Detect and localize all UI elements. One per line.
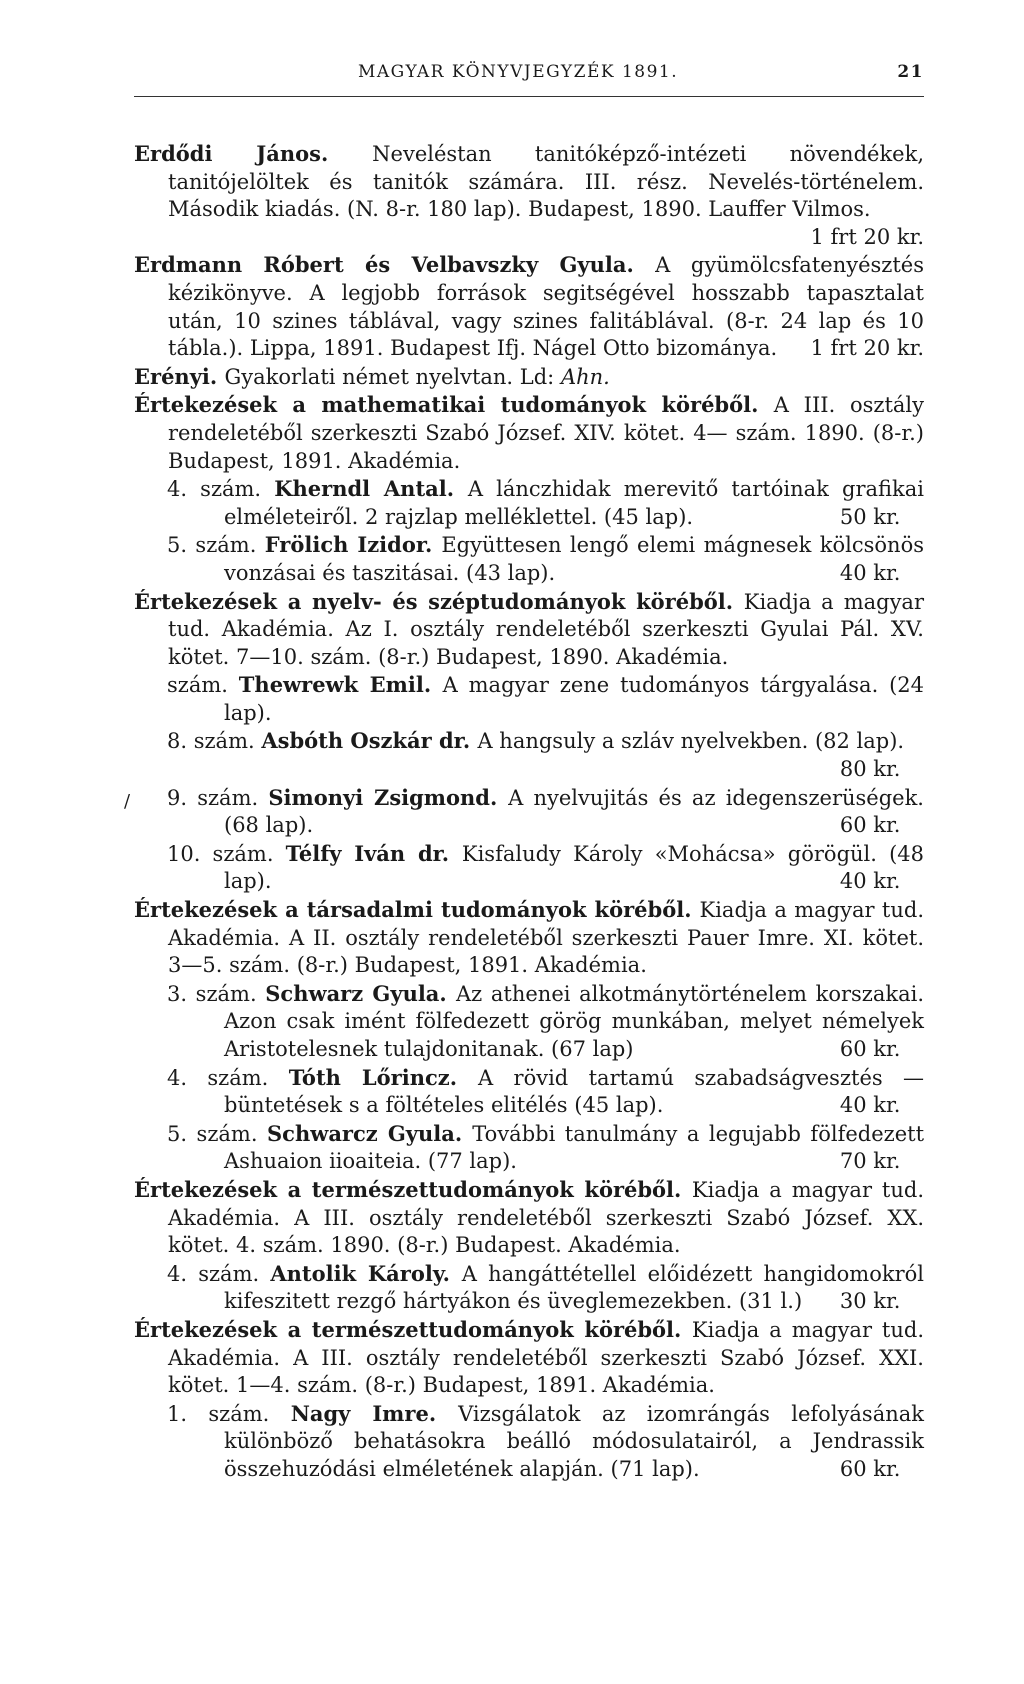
sub-entry <box>134 531 924 587</box>
entry-text: A hangáttétellel előidézett hangidomokról kifeszitett rezgő hártyákon és üveglemezekben. (31 l.) <box>224 1261 924 1314</box>
running-title: MAGYAR KÖNYVJEGYZÉK 1891. <box>358 62 679 82</box>
header-rule <box>134 96 924 97</box>
entry-author: Értekezések a nyelv- és széptudományok köréből. <box>134 588 744 614</box>
entry-author: Kherndl Antal. <box>274 476 468 502</box>
entry-price: 70 kr. <box>839 1149 901 1174</box>
entry-author: Asbóth Oszkár dr. <box>261 728 478 754</box>
issue-number: szám. <box>167 673 239 698</box>
sub-entry <box>134 727 924 783</box>
catalog-entries <box>134 140 924 1484</box>
entry-author: Frölich Izidor. <box>264 532 442 558</box>
catalog-entry <box>134 588 924 672</box>
issue-number: 1. szám. <box>167 1401 291 1426</box>
catalog-entry <box>134 363 924 392</box>
issue-number: 4. szám. <box>167 1261 271 1286</box>
entry-price: 40 kr. <box>839 1093 901 1118</box>
issue-number: 5. szám. <box>167 533 265 558</box>
entry-price: 60 kr. <box>839 813 901 838</box>
entry-price: 1 frt 20 kr. <box>810 336 924 361</box>
entry-text: A lánczhidak merevitő tartóinak grafikai elméleteiről. 2 rajzlap melléklettel. (45 lap). <box>224 477 925 529</box>
page-number: 21 <box>897 62 924 82</box>
sub-entry <box>134 784 924 840</box>
sub-entry <box>134 1400 924 1484</box>
entry-text: Vizsgálatok az izomrángás lefolyásának különböző behatásokra beálló módosulatairól, a Jendrassik összehuzódási elméletének alapján. (71 lap). <box>224 1401 924 1481</box>
entry-author: Schwarcz Gyula. <box>267 1120 473 1146</box>
entry-author: Erdmann Róbert és Velbavszky Gyula. <box>134 252 656 278</box>
entry-price: 60 kr. <box>839 1456 901 1481</box>
entry-text: Kiadja a magyar tud. Akadémia. A II. osztály rendeletéből szerkeszti Pauer Imre. XI. kötet. 3—5. szám. (8-r.) Budapest, 1891. Akadémia. <box>168 898 924 978</box>
entry-price: 40 kr. <box>839 560 901 585</box>
entry-text: Kiadja a magyar tud. Akadémia. Az I. osztály rendeletéből szerkeszti Gyulai Pál. XV. kötet. 7—10. szám. (8-r.) Budapest, 1890. Akadémia. <box>168 589 924 669</box>
entry-author: Erdődi János. <box>134 141 373 166</box>
sub-entry <box>134 980 924 1064</box>
entry-text: Az athenei alkotmánytörténelem korszakai. Azon csak imént fölfedezett görög munkában, melyet némelyek Aristotelesnek tulajdonitanak. (67 lap) <box>224 981 924 1061</box>
entry-text: Együttesen lengő elemi mágnesek kölcsönös vonzásai és taszitásai. (43 lap). <box>224 533 924 585</box>
entry-author: Thewrewk Emil. <box>238 672 443 698</box>
entry-author: Télfy Iván dr. <box>285 840 462 866</box>
entry-text: Gyakorlati német nyelvtan. Ld: <box>224 364 555 389</box>
catalog-entry <box>134 1316 924 1400</box>
entry-text: Kisfaludy Károly «Mohácsa» görögül. (48 lap). <box>224 841 925 894</box>
issue-number: 4. szám. <box>167 477 275 502</box>
entry-text: A III. osztály rendeletéből szerkeszti Szabó József. XIV. kötet. 4— szám. 1890. (8-r.) Budapest, 1891. Akadémia. <box>168 393 924 473</box>
entry-author: Simonyi Zsigmond. <box>268 784 509 810</box>
entry-author: Erényi. <box>134 363 225 389</box>
entry-text: A rövid tartamú szabadságvesztés — büntetések s a föltételes elitélés (45 lap). <box>224 1065 925 1118</box>
entry-author: Értekezések a természettudományok köréből. <box>134 1176 692 1202</box>
entry-text: Neveléstan tanitóképző-intézeti növendékek, tanitójelöltek és tanitók számára. III. rész. Nevelés-történelem. Második kiadás. (N. 8-r. 180 lap). Budapest, 1890. Lauffer Vilmos. <box>168 142 924 222</box>
sub-entry <box>134 1120 924 1176</box>
issue-number: 5. szám. <box>167 1121 268 1146</box>
margin-mark: / <box>124 791 131 812</box>
entry-author: Értekezések a természettudományok köréből. <box>134 1316 692 1342</box>
entry-text: A hangsuly a szláv nyelvekben. (82 lap). <box>477 729 905 754</box>
entry-text: További tanulmány a legujabb fölfedezett Ashuaion iioaiteia. (77 lap). <box>224 1121 925 1174</box>
entry-price: 60 kr. <box>839 1037 901 1061</box>
entry-price: 1 frt 20 kr. <box>810 224 924 249</box>
entry-author: Tóth Lőrincz. <box>288 1064 479 1090</box>
entry-author: Értekezések a mathematikai tudományok köréből. <box>134 392 774 418</box>
catalog-entry <box>134 140 924 251</box>
entry-author: Nagy Imre. <box>290 1400 459 1426</box>
entry-reference: Ahn. <box>554 364 610 389</box>
issue-number: 10. szám. <box>167 841 286 866</box>
entry-price: 80 kr. <box>839 757 901 782</box>
sub-entry <box>134 671 924 727</box>
issue-number: 3. szám. <box>167 981 266 1006</box>
entry-author: Schwarz Gyula. <box>265 980 457 1006</box>
entry-author: Antolik Károly. <box>270 1260 462 1286</box>
catalog-entry <box>134 391 924 475</box>
catalog-entry <box>134 896 924 980</box>
entry-text: A nyelvujitás és az idegenszerüségek. (68 lap). <box>224 785 924 838</box>
catalog-entry <box>134 1176 924 1260</box>
entry-text: Kiadja a magyar tud. Akadémia. A III. osztály rendeletéből szerkeszti Szabó József. XXI. kötet. 1—4. szám. (8-r.) Budapest, 1891. Akadémia. <box>168 1317 925 1398</box>
sub-entry <box>134 475 924 531</box>
entry-price: 50 kr. <box>839 504 901 529</box>
entry-price: 40 kr. <box>839 869 901 894</box>
entry-text: A magyar zene tudományos tárgyalása. (24 lap). <box>224 673 924 725</box>
sub-entry <box>134 840 924 896</box>
issue-number: 4. szám. <box>167 1065 289 1090</box>
issue-number: 9. szám. <box>167 785 269 810</box>
entry-author: Értekezések a társadalmi tudományok köréből. <box>134 897 700 923</box>
catalog-entry <box>134 251 924 362</box>
sub-entry <box>134 1064 924 1120</box>
entry-price: 30 kr. <box>839 1289 901 1314</box>
sub-entry <box>134 1260 924 1316</box>
entry-text: A gyümölcsfatenyésztés kézikönyve. A legjobb források segitségével hosszabb tapasztalat után, 10 szines táblával, vagy szines falitáblával. (8-r. 24 lap és 10 tábla.). Lippa, 1891. Budapest Ifj. Nágel Otto bizománya. <box>168 253 924 361</box>
entry-text: Kiadja a magyar tud. Akadémia. A III. osztály rendeletéből szerkeszti Szabó József. XX. kötet. 4. szám. 1890. (8-r.) Budapest. Akadémia. <box>168 1177 925 1258</box>
issue-number: 8. szám. <box>167 729 262 754</box>
